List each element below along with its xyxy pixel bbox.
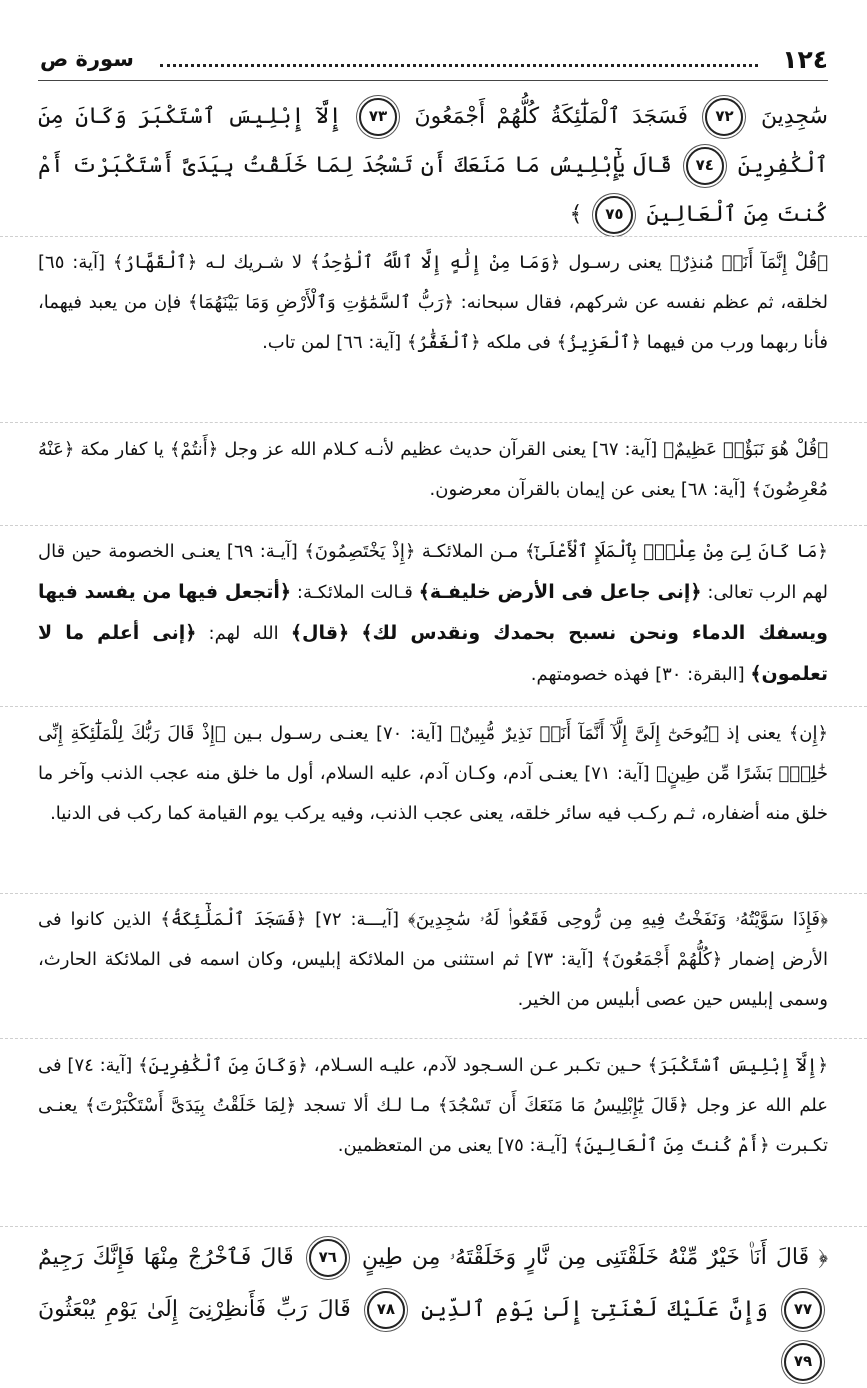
quran-quote: ﴿إِذْ يَخْتَصِمُونَ﴾ — [304, 541, 416, 562]
verse-text: إِلَّآ إِبْلِيسَ ٱسْتَكْبَرَ وَكَانَ مِنَ ٱلْكَٰفِرِينَ — [38, 104, 829, 178]
commentary-paragraph — [38, 532, 828, 695]
commentary-paragraph — [38, 1046, 828, 1166]
ayah-marker: ٧٤ — [686, 147, 724, 185]
ayah-marker: ٧٥ — [595, 196, 633, 234]
quran-quote: ﴿إِذْ قَالَ رَبُّكَ لِلْمَلَٰٓئِكَةِ إِنِّى خَٰلِقٌۢ بَشَرًا مِّن طِينٍ﴾ — [38, 723, 828, 784]
commentary-text: مـن الملائكـة — [415, 541, 525, 562]
quran-quote: ﴿يُوحَىٰٓ إِلَىَّ إِلَّآ أَنَّمَآ أَنَا۠ نَذِيرٌ مُّبِينٌ﴾ — [450, 723, 720, 744]
commentary-text: يعنى رسـول — [560, 252, 670, 273]
quran-quote: ﴿فَسَجَدَ ٱلْمَلَٰٓئِكَةُ﴾ — [160, 909, 307, 930]
commentary-text: [آيـة: ٧٥] يعنى من المتعظمين. — [337, 1135, 574, 1156]
quran-quote: ﴿عَنْهُ مُعْرِضُونَ﴾ — [38, 439, 828, 500]
hadith-quote: ﴿أتجعل فيها من يفسد فيها ويسفك الدماء ونحن نسبح بحمدك ونقدس لك﴾ — [38, 581, 828, 644]
commentary-paragraph — [38, 243, 828, 363]
verse-text: قَالَ فَٱخْرُجْ مِنْهَا فَإِنَّكَ رَجِيمٌ — [38, 1245, 294, 1270]
section-divider — [0, 236, 867, 237]
verses-bottom — [38, 1232, 828, 1388]
commentary-text: [آية: ٦٦] لمن تاب. — [262, 332, 407, 353]
commentary-paragraph — [38, 900, 828, 1020]
hadith-quote: ﴿إنى جاعل فى الأرض خليفـة﴾ — [418, 581, 702, 603]
commentary-text: [آيـــة: ٧٢] — [306, 909, 408, 930]
ayah-marker: ٧٩ — [784, 1343, 822, 1381]
quran-quote: ﴿أَنتُمْ﴾ — [169, 439, 219, 460]
ayah-marker: ٧٧ — [784, 1291, 822, 1329]
commentary-paragraph — [38, 430, 828, 510]
commentary-text: الله لهم: — [196, 623, 291, 644]
verse-text: قَالَ رَبِّ فَأَنظِرْنِىٓ إِلَىٰ يَوْمِ يُبْعَثُونَ — [38, 1297, 351, 1322]
commentary-text: يعنى إذ — [719, 723, 789, 744]
commentary-text: [آية: ٧١] يعنـى آدم، وكـان آدم، عليه السلام، أول ما خلق منه عجب الذنب وآخر ما خلق منه أضفاره، ثـم ركـب فيه سائر خلقه، يعنى عجب الذنب، وفيه يركب يوم القيامة كما ركب فى الدنيا. — [38, 763, 828, 824]
page-number: ١٢٤ — [782, 44, 828, 74]
quran-quote: ﴿إِن﴾ — [788, 723, 829, 744]
quran-quote: ﴿قُلْ إِنَّمَآ أَنَا۠ مُنذِرٌ﴾ — [669, 252, 829, 273]
commentary-text: [آيـة: ٦٩] يعنـى الخصومة حين قال لهم الرب تعالى: — [38, 541, 828, 603]
commentary-text — [349, 623, 361, 644]
ayah-marker: ٧٣ — [359, 98, 397, 136]
surah-title: سورة ص — [40, 47, 134, 71]
verse-text: سَٰجِدِينَ — [760, 104, 828, 129]
quran-quote: ﴿كُلُّهُمْ أَجْمَعُونَ﴾ — [601, 949, 723, 970]
commentary-text: [آية: ٦٥] لخلقه، ثم عظم نفسه عن شركهم، فقال سبحانه: — [38, 252, 828, 313]
commentary-text: لا شـريك لـه — [197, 252, 311, 273]
section-divider — [0, 706, 867, 707]
commentary-text: فإن من يعبد فيهما، فأنا ربهما ورب من فيهما — [38, 292, 828, 353]
quran-quote: ﴿قَالَ يَٰٓإِبْلِيسُ مَا مَنَعَكَ أَن تَسْجُدَ﴾ — [437, 1095, 689, 1116]
quran-quote: ﴿ٱلْعَزِيزُ﴾ — [556, 332, 642, 353]
section-divider — [0, 1226, 867, 1227]
commentary-text: [آية: ٦٧] يعنى القرآن حديث عظيم لأنـه كـلام الله عز وجل — [218, 439, 664, 460]
closing-bracket: ﴾ — [569, 202, 583, 227]
quran-quote: ﴿ٱلْقَهَّارُ﴾ — [112, 252, 198, 273]
commentary-text: يا كفار مكة — [74, 439, 170, 460]
section-divider — [0, 525, 867, 526]
verse-text: قَالَ يَٰٓإِبْلِيسُ مَا مَنَعَكَ أَن تَسْجُدَ لِمَا خَلَقْتُ بِيَدَىَّ أَسْتَكْبَرْتَ أَمْ كُنتَ مِنَ ٱلْعَالِينَ — [38, 153, 828, 227]
commentary-text: الذين كانوا فى الأرض إضمار — [38, 909, 828, 970]
quran-quote: ﴿إِلَّآ إِبْلِيسَ ٱسْتَكْبَرَ﴾ — [647, 1055, 828, 1076]
quran-quote: ﴿فَإِذَا سَوَّيْتُهُۥ وَنَفَخْتُ فِيهِ مِن رُّوحِى فَقَعُوا۟ لَهُۥ سَٰجِدِينَ﴾ — [407, 909, 829, 930]
running-header — [40, 45, 828, 73]
section-divider — [0, 1038, 867, 1039]
ayah-marker: ٧٨ — [367, 1291, 405, 1329]
hadith-quote: ﴿قال﴾ — [290, 622, 350, 644]
commentary-text: مـا لـك ألا تسجد — [296, 1095, 438, 1116]
commentary-text: يعنـى تكـبرت — [38, 1095, 828, 1156]
hadith-quote: ﴿إنى أعلم ما لا تعلمون﴾ — [38, 622, 828, 685]
quran-quote: ﴿رَبُّ ٱلسَّمَٰوَٰتِ وَٱلْأَرْضِ وَمَا بَيْنَهُمَا﴾ — [187, 292, 454, 313]
commentary-text: [آية: ٧٣] ثم استثنى من الملائكة إبليس، وكان اسمه فى الملائكة الحارث، وسمى إبليس حين عصى أبليس من الخير. — [38, 949, 828, 1010]
header-rule — [38, 80, 828, 81]
commentary-text: حـين تكـبر عـن السـجود لآدم، عليـه السـلام، — [307, 1055, 648, 1076]
commentary-text: فى ملكه — [480, 332, 557, 353]
commentary-text: [آية: ٦٨] يعنى عن إيمان بالقرآن معرضون. — [429, 479, 752, 500]
dotted-leader — [160, 64, 758, 67]
quran-quote: ﴿ٱلْغَفَّٰرُ﴾ — [406, 332, 481, 353]
verse-text: فَسَجَدَ ٱلْمَلَٰٓئِكَةُ كُلُّهُمْ أَجْمَعُونَ — [414, 104, 689, 129]
verse-text: وَإِنَّ عَلَيْكَ لَعْنَتِىٓ إِلَىٰ يَوْمِ ٱلدِّينِ — [420, 1297, 768, 1322]
opening-bracket: ﴿ — [818, 1245, 828, 1270]
ayah-marker: ٧٦ — [309, 1239, 347, 1277]
ayah-marker: ٧٢ — [705, 98, 743, 136]
commentary-text: قـالت الملائكـة: — [291, 582, 419, 603]
quran-quote: ﴿وَكَانَ مِنَ ٱلْكَٰفِرِينَ﴾ — [138, 1055, 308, 1076]
section-divider — [0, 893, 867, 894]
verses-top — [38, 92, 828, 239]
commentary-text: [آية: ٧٠] يعنـى رسـول بـين — [225, 723, 451, 744]
quran-quote: ﴿قُلْ هُوَ نَبَؤٌا۟ عَظِيمٌ﴾ — [663, 439, 829, 460]
commentary-text: [البقرة: ٣٠] فهذه خصومتهم. — [530, 664, 751, 685]
quran-quote: ﴿أَمْ كُنتَ مِنَ ٱلْعَالِينَ﴾ — [573, 1135, 770, 1156]
quran-quote: ﴿وَمَا مِنْ إِلَٰهٍ إِلَّا ٱللَّهُ ٱلْوَٰحِدُ﴾ — [310, 252, 561, 273]
quran-quote: ﴿مَا كَانَ لِىَ مِنْ عِلْمٍۭ بِٱلْمَلَإِ ٱلْأَعْلَىٰٓ﴾ — [524, 541, 828, 562]
section-divider — [0, 422, 867, 423]
verse-text: قَالَ أَنَا۠ خَيْرٌ مِّنْهُ خَلَقْتَنِى مِن نَّارٍ وَخَلَقْتَهُۥ مِن طِينٍ — [361, 1245, 810, 1270]
commentary-paragraph — [38, 714, 828, 834]
commentary-text: [آية: ٧٤] فى علم الله عز وجل — [38, 1055, 828, 1116]
quran-quote: ﴿لِمَا خَلَقْتُ بِيَدَىَّ أَسْتَكْبَرْتَ﴾ — [85, 1095, 297, 1116]
